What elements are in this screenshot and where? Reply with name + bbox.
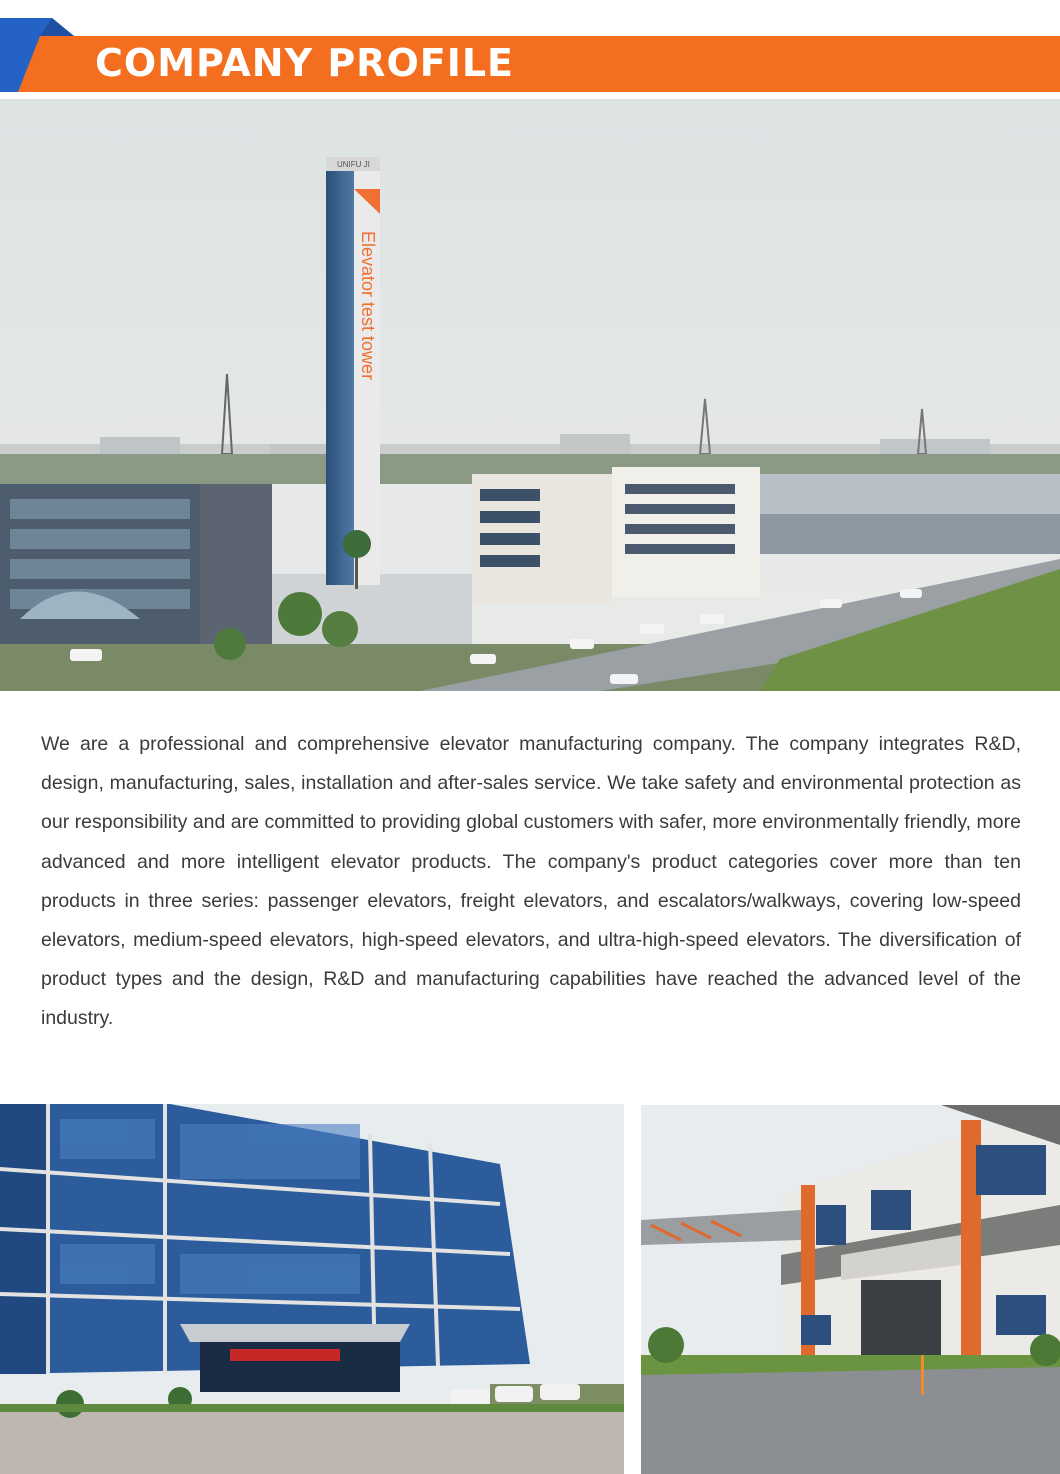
factory-building-photo: [641, 1105, 1060, 1474]
tower-logo: UNIFU JI: [337, 160, 370, 169]
office-building-photo: [0, 1104, 624, 1474]
tower-label: Elevator test tower: [358, 231, 378, 381]
company-profile-text: We are a professional and comprehensive elevator manufacturing company. The company integrates R&D, design, manufacturing, sales, installation and after-sales service. We take safety and environmental protection as our responsibility and are committed to providing global customers with safer, more environmentally friendly, more advanced and more intelligent elevator products. The company's product categories cover more than ten products in three series: passenger elevators, freight elevators, and escalators/walkways, covering low-speed elevators, medium-speed elevators, high-speed elevators, and ultra-high-speed elevators. The diversification of product types and the design, R&D and manufacturing capabilities have reached the advanced level of the industry.: [41, 733, 1021, 1030]
section-banner: [0, 0, 1060, 92]
section-title: COMPANY PROFILE: [95, 41, 515, 85]
hero-factory-photo: [0, 99, 1060, 691]
